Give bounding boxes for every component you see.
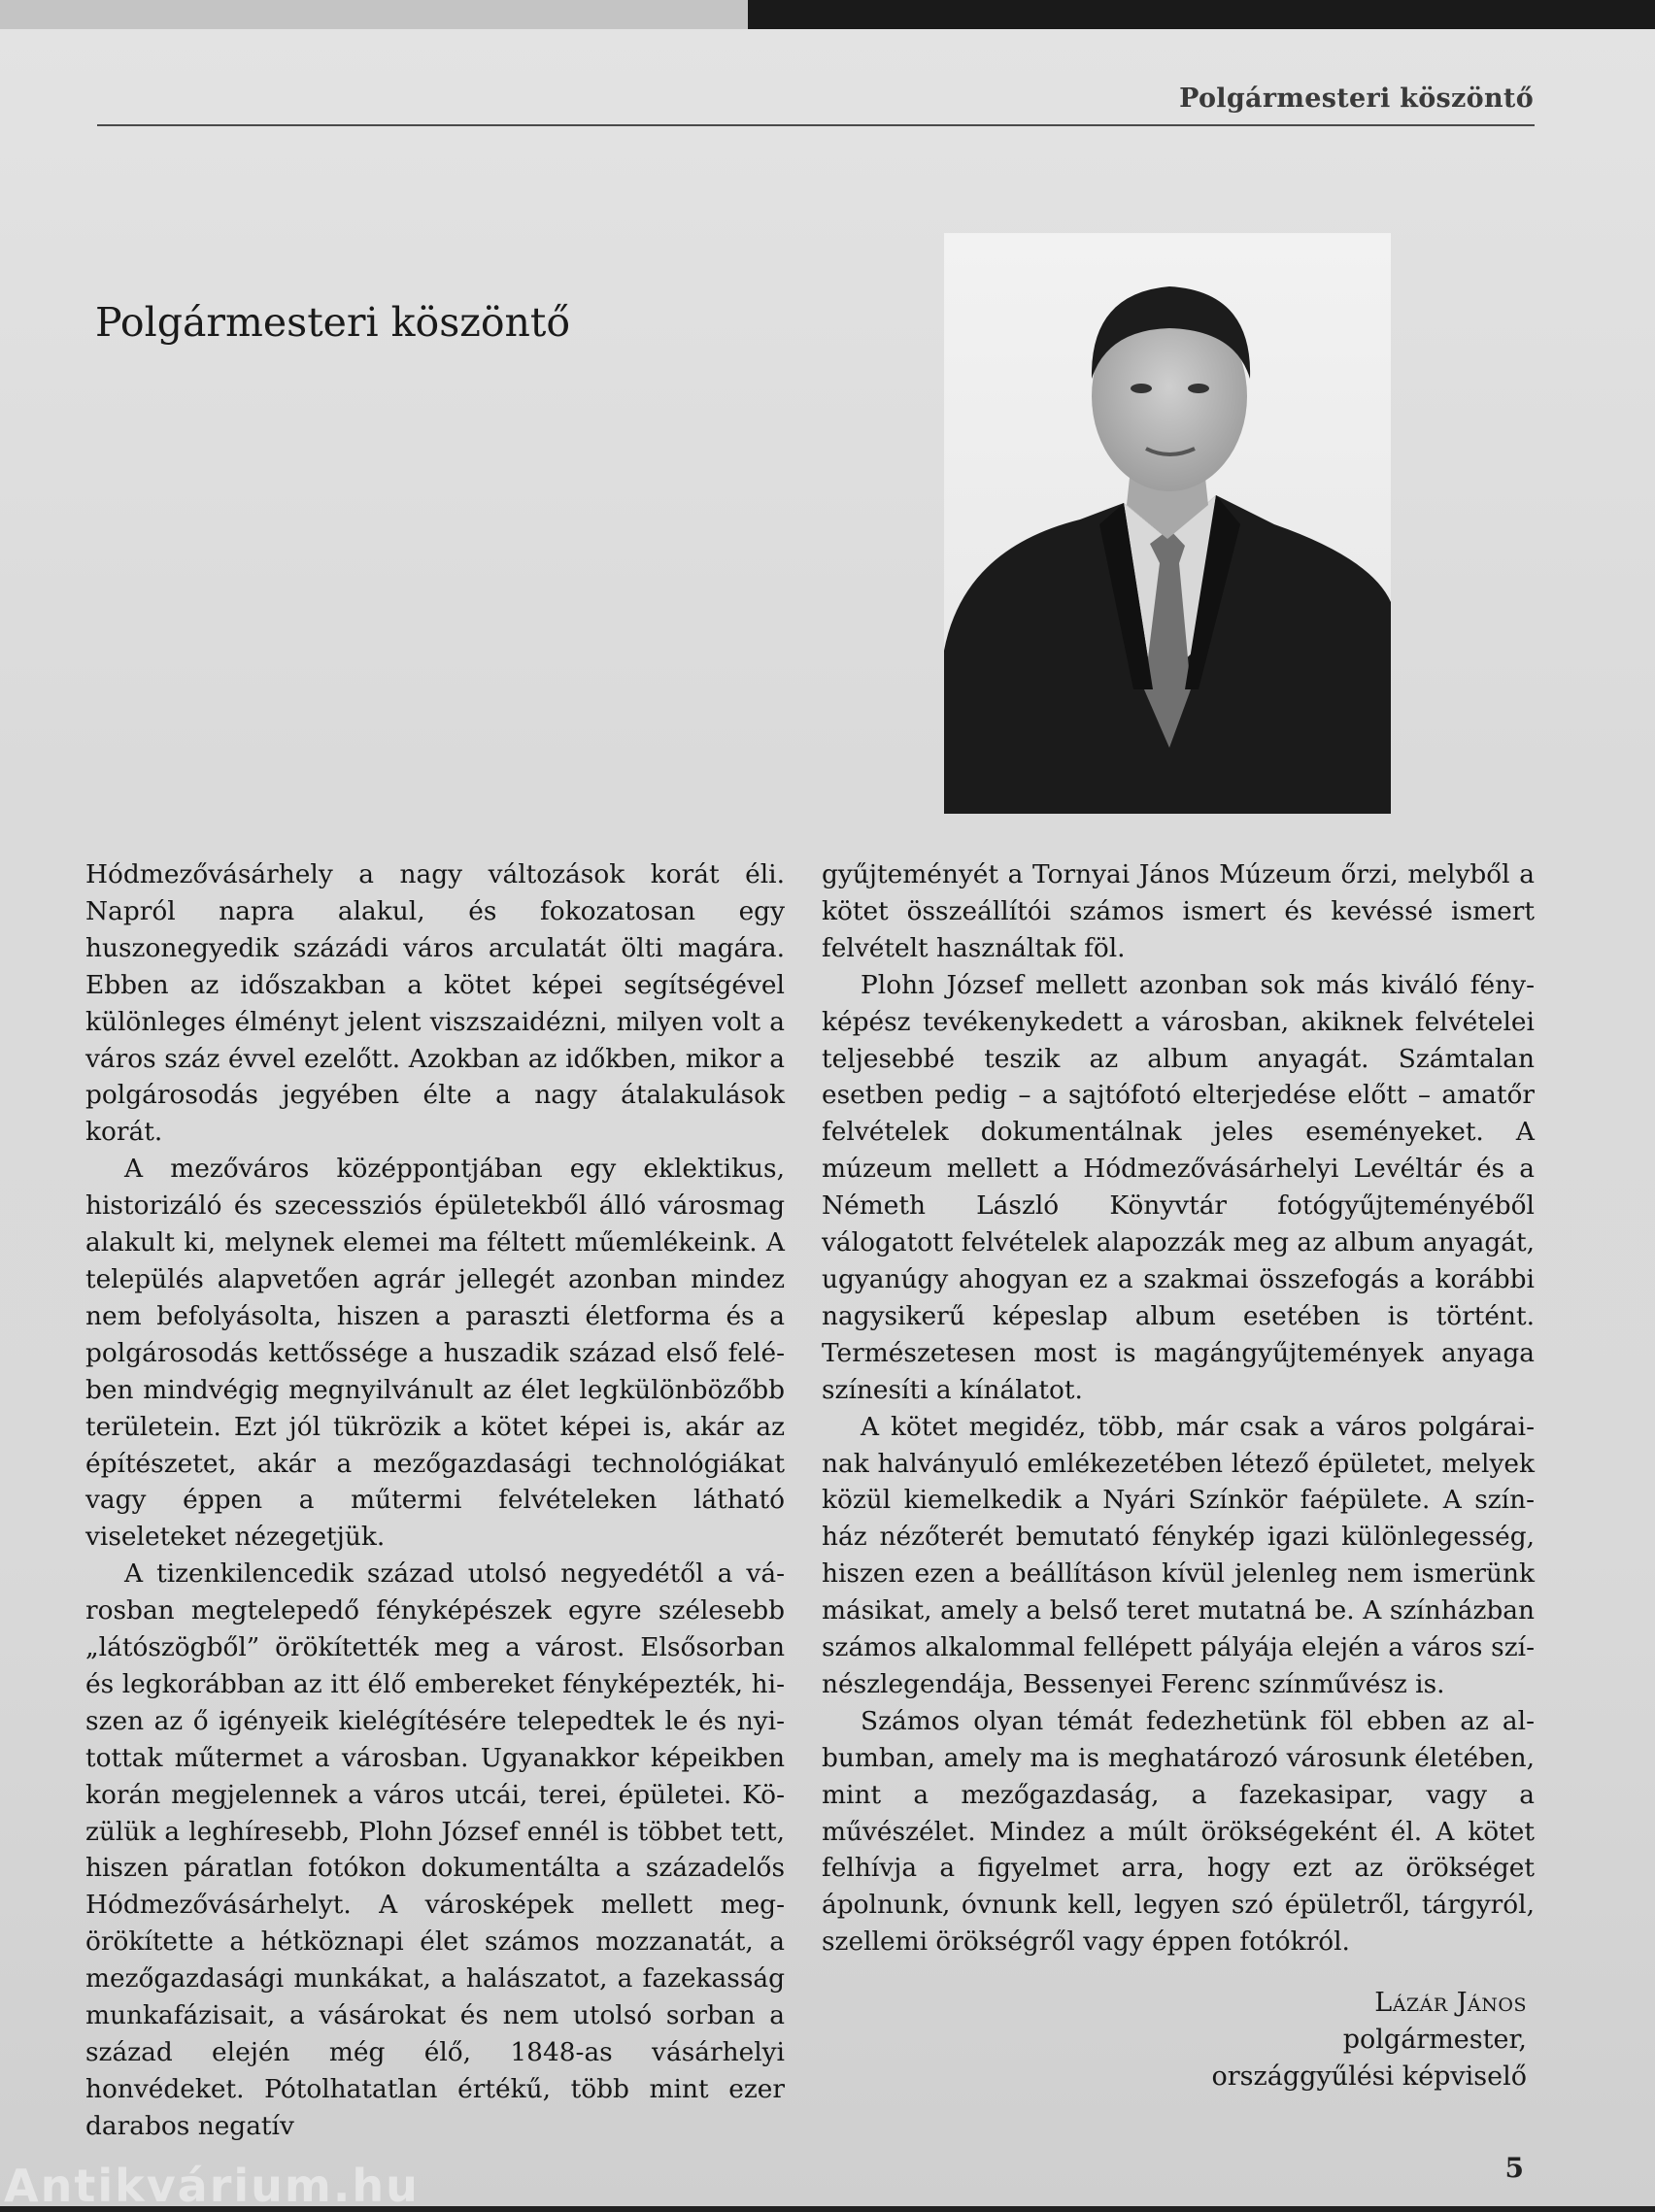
text-column-left [85,856,785,2145]
document-page [0,29,1655,2206]
signature-role: polgármester, [1342,2025,1527,2055]
running-header: Polgármesteri köszöntő [1179,84,1534,114]
portrait-photo-icon [944,233,1391,814]
portrait-photo [944,233,1391,814]
signature-block [1212,1985,1527,2095]
paragraph: A kötet megidéz, több, már csak a város polgárainak halványuló emlékezetében létező épületet, melyek közül kiemelkedik a Nyári Színkör faépülete. A színház nézőterét bemutató fénykép igazi különlegesség, hiszen ezen a beállításon kívül jelenleg nem ismerünk másikat, amely a belső teret mutatná be. A színházban számos alkalommal fellépett pályája elején a város színészlegendája, Bessenyei Ferenc színművész is. [822,1411,1535,1699]
paragraph: gyűjteményét a Tornyai János Múzeum őrzi, melyből a kötet összeállítói számos ismert és kevéssé ismert felvételt használtak föl. [822,859,1535,963]
paragraph: Számos olyan témát fedezhetünk föl ebben az albumban, amely ma is meghatározó városunk életében, mint a mezőgazdaság, a fazekasipar, vagy a művészélet. Mindez a múlt örökségeként él. A kötet felhívja a figyelmet arra, hogy ezt az örökséget ápolnunk, óvnunk kell, legyen szó épületről, tárgyról, szellemi örökségről vagy éppen fotókról. [822,1705,1535,1958]
page-title: Polgármesteri köszöntő [95,299,571,346]
paragraph: Hódmezővásárhely a nagy változások korát éli. Napról napra alakul, és fokozatosan egy huszonegyedik százádi város arculatát ölti magára. Ebben az időszakban a kötet képei segítségével különleges élményt jelent viszszaidézni, milyen volt a város száz évvel ezelőtt. Azokban az időkben, mikor a polgárosodás jegyében élte a nagy átalakulások korát. [85,859,785,1148]
page-number: 5 [1504,2152,1524,2184]
watermark: Antikvárium.hu [4,2160,420,2212]
header-rule [97,124,1535,126]
signature-name: Lázár János [1374,1988,1527,2018]
paragraph: A tizenkilencedik század utolsó negyedétől a városban megtelepedő fényképészek egyre szélesebb „látószögből” örökítették meg a várost. Elsősorban és legkorábban az itt élő embereket fényképezték, hiszen az ő igényeik kielégítésére telepedtek le és nyitottak műtermet a városban. Ugyanakkor képeikben korán megjelennek a város utcái, terei, épületei. Közülük a leghíresebb, Plohn József ennél is többet tett, hiszen páratlan fotókon dokumentálta a századelős Hódmezővásárhelyt. A városképek mellett megörökítette a hétköznapi élet számos mozzanatát, a mezőgazdasági munkákat, a halászatot, a fazekasság munkafázisait, a vásárokat és nem utolsó sorban a század elején még élő, 1848-as vásárhelyi honvédeket. Pótolhatatlan értékű, több mint ezer darabos negatív [85,1558,785,2141]
paragraph: Plohn József mellett azonban sok más kiváló fényképész tevékenykedett a városban, akiknek felvételei teljesebbé teszik az album anyagát. Számtalan esetben pedig – a sajtófotó elterjedése előtt – amatőr felvételek dokumentálnak jeles eseményeket. A múzeum mellett a Hódmezővásárhelyi Levéltár és a Németh László Könyvtár fotógyűjteményéből válogatott felvételek alapozzák meg az album anyagát, ugyanúgy ahogyan ez a szakmai összefogás a korábbi nagysikerű képeslap album esetében is történt. Természetesen most is magángyűjtemények anyaga színesíti a kínálatot. [822,969,1535,1405]
signature-title: országgyűlési képviselő [1211,2061,1527,2092]
background-dark-edge [748,0,1655,33]
paragraph: A mezőváros középpontjában egy eklektikus, historizáló és szecessziós épületekből álló városmag alakult ki, melynek elemei ma féltett műemlékeink. A település alapvetően agrár jellegét azonban mindez nem befolyásolta, hiszen a paraszti életforma és a polgárosodás kettőssége a huszadik század első felében mindvégig megnyilvánult az élet legkülönbözőbb területein. Ezt jól tükrözik a kötet képei is, akár az építészetet, akár a mezőgazdasági technológiákat vagy éppen a műtermi felvételeken látható viseleteket nézegetjük. [85,1154,785,1553]
text-column-right [822,856,1535,1961]
